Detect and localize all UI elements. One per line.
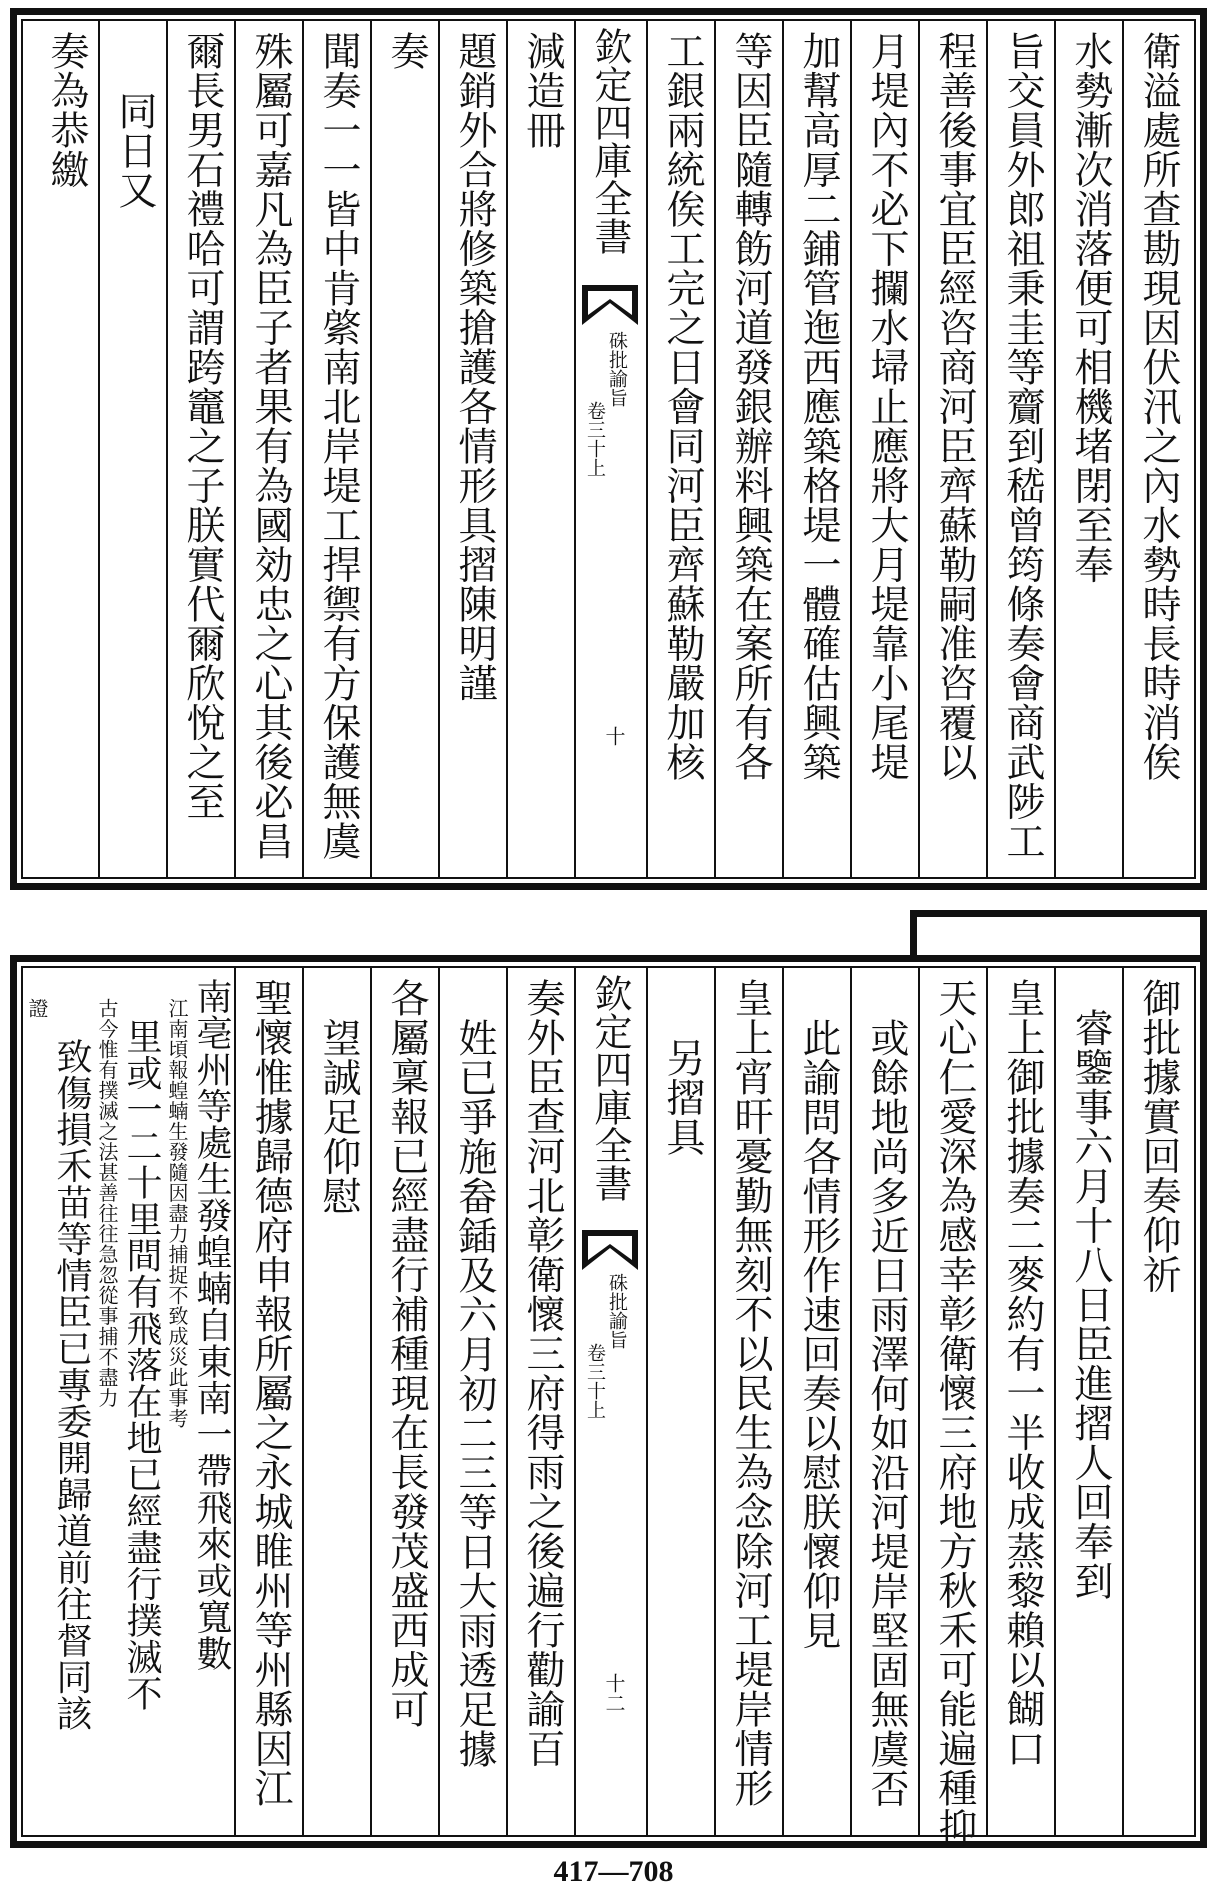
text-column [378, 31, 434, 867]
column-text: 殊屬可嘉凡為臣子者果有為國効忠之心其後必昌 [248, 31, 293, 861]
column-rule [1122, 968, 1124, 1835]
text-column [790, 31, 846, 867]
column-text: 致傷損禾苗等情臣已專委開歸道前往督同該 [51, 1038, 92, 1732]
column-rule [506, 21, 508, 877]
top-page [10, 8, 1207, 890]
text-column [926, 31, 982, 867]
column-rule [438, 968, 440, 1835]
column-text: 各屬稟報已經盡行補種現在長發茂盛西成可 [384, 978, 429, 1729]
column-text: 睿鑒事六月十八日臣進摺人回奉到 [1068, 1008, 1113, 1601]
center-fold [576, 968, 646, 1835]
bottom-page-frame [21, 966, 1196, 1847]
column-rule [986, 968, 988, 1835]
column-text: 皇上御批據奏二麥約有一半收成蒸黎賴以餬口 [1000, 978, 1045, 1768]
text-column [1130, 978, 1186, 1825]
column-rule [782, 21, 784, 877]
text-column [38, 31, 94, 867]
text-column [994, 31, 1050, 867]
annotated-column-body [165, 978, 231, 1672]
text-column [722, 31, 778, 867]
column-text: 姓已爭施畚鍤及六月初二三等日大雨透足據 [452, 1018, 497, 1769]
column-rule [98, 21, 100, 877]
annotated-column-body [25, 978, 91, 1732]
column-rule [782, 968, 784, 1835]
column-rule [574, 968, 576, 1835]
column-rule [986, 21, 988, 877]
text-column [858, 31, 914, 867]
column-text: 旨交員外郎祖秉圭等齎到嵇曾筠條奏會商武陟工 [1000, 31, 1045, 861]
column-text: 爾長男石禮哈可謂跨竈之子朕實代爾欣悅之至 [180, 31, 225, 821]
text-column [926, 978, 982, 1847]
text-column [858, 978, 914, 1825]
text-column [1130, 31, 1186, 867]
column-rule [850, 968, 852, 1835]
column-text: 此諭問各情形作速回奏以慰朕懷仰見 [796, 1018, 841, 1650]
annotated-column [96, 978, 160, 1825]
column-rule [370, 968, 372, 1835]
text-column [514, 31, 570, 867]
column-text: 御批據實回奏仰祈 [1136, 978, 1181, 1294]
book-title: 欽定四庫全書 [588, 974, 632, 1202]
column-text: 等因臣隨轉飭河道發銀辦料興築在案所有各 [728, 31, 773, 782]
column-text: 水勢漸次消落便可相機堵閉至奉 [1068, 31, 1113, 584]
column-text: 題銷外合將修築搶護各情形具摺陳明謹 [452, 31, 497, 703]
column-rule [234, 21, 236, 877]
column-text: 奏外臣查河北彰衛懷三府得雨之後遍行勸諭百 [520, 978, 565, 1768]
column-rule [850, 21, 852, 877]
column-rule [918, 21, 920, 877]
column-text: 衛溢處所查勘現因伏汛之內水勢時長時消俟 [1136, 31, 1181, 782]
column-rule [438, 21, 440, 877]
column-rule [918, 968, 920, 1835]
text-column [174, 31, 230, 867]
text-column [106, 31, 162, 867]
column-rule [646, 21, 648, 877]
text-column [378, 978, 434, 1825]
column-text: 另摺具 [660, 1038, 705, 1157]
column-text: 里或一二十里間有飛落在地已經盡行撲滅不 [121, 1018, 162, 1712]
column-rule [370, 21, 372, 877]
center-fold [576, 21, 646, 877]
text-column [514, 978, 570, 1825]
book-title: 欽定四庫全書 [588, 27, 632, 255]
text-column [722, 978, 778, 1825]
column-text: 聖懷惟據歸德府申報所屬之永城睢州等州縣因江 [248, 978, 293, 1808]
column-rule [1122, 21, 1124, 877]
column-text: 或餘地尚多近日雨澤何如沿河堤岸堅固無虞否 [864, 1018, 909, 1808]
text-column [242, 978, 298, 1825]
fish-tail-mark-icon [582, 285, 638, 325]
column-rule [1054, 21, 1056, 877]
column-text: 奏 [384, 31, 429, 71]
text-column [1062, 978, 1118, 1825]
text-column [446, 978, 502, 1825]
column-rule [646, 968, 648, 1835]
text-column [654, 31, 710, 867]
fish-tail-mark-icon [582, 1230, 638, 1270]
text-column [994, 978, 1050, 1825]
column-rule [574, 21, 576, 877]
text-column [446, 31, 502, 867]
column-text: 工銀兩統俟工完之日會同河臣齊蘇勒嚴加核 [660, 31, 705, 782]
column-text: 程善後事宜臣經咨商河臣齊蘇勒嗣准咨覆以 [932, 31, 977, 782]
column-rule [1054, 968, 1056, 1835]
text-column [242, 31, 298, 867]
column-text: 皇上宵旰憂勤無刻不以民生為念除河工堤岸情形 [728, 978, 773, 1808]
volume-title: 卷三十上 [584, 1343, 606, 1419]
column-text: 南亳州等處生發蝗蝻自東南一帶飛來或寬數 [191, 978, 232, 1672]
column-rule [302, 968, 304, 1835]
column-rule [234, 968, 236, 1835]
column-text: 奏為恭繳 [44, 31, 89, 189]
column-text: 望誠足仰慰 [316, 1018, 361, 1216]
volume-title: 卷三十上 [584, 401, 606, 477]
column-rule [714, 968, 716, 1835]
column-rule [166, 21, 168, 877]
text-column [310, 31, 366, 867]
column-text: 聞奏一一皆中肯綮南北岸堤工捍禦有方保護無虞 [316, 31, 361, 861]
bottom-page [10, 955, 1207, 1848]
annotated-column-body [95, 978, 161, 1712]
text-column [310, 978, 366, 1825]
column-text: 天心仁愛深為感幸彰衛懷三府地方秋禾可能遍種抑 [932, 978, 977, 1847]
column-rule [506, 968, 508, 1835]
column-text: 同日又 [112, 91, 157, 210]
column-text: 加幫高厚二鋪管迤西應築格堤一體確估興築 [796, 31, 841, 782]
top-page-frame [21, 19, 1196, 879]
text-column [1062, 31, 1118, 867]
folio-number: 十二 [602, 1673, 626, 1713]
text-column [790, 978, 846, 1825]
annotation-text: 古今惟有撲滅之法甚善往往急忽從事捕不盡力 [95, 998, 119, 1408]
column-text: 月堤內不必下攔水埽止應將大月堤靠小尾堤 [864, 31, 909, 782]
page-number: 417—708 [553, 1855, 674, 1888]
column-text: 減造冊 [520, 31, 565, 150]
annotated-column [166, 978, 230, 1825]
folio-number: 十 [602, 726, 626, 746]
column-rule [302, 21, 304, 877]
text-column [654, 978, 710, 1825]
column-rule [714, 21, 716, 877]
section-title: 硃批諭旨 [606, 331, 628, 407]
annotated-column [26, 978, 90, 1825]
annotation-text: 證 [25, 998, 49, 1019]
annotation-text: 江南頃報蝗蝻生發隨因盡力捕捉不致成災此事考 [165, 998, 189, 1429]
section-title: 硃批諭旨 [606, 1273, 628, 1349]
